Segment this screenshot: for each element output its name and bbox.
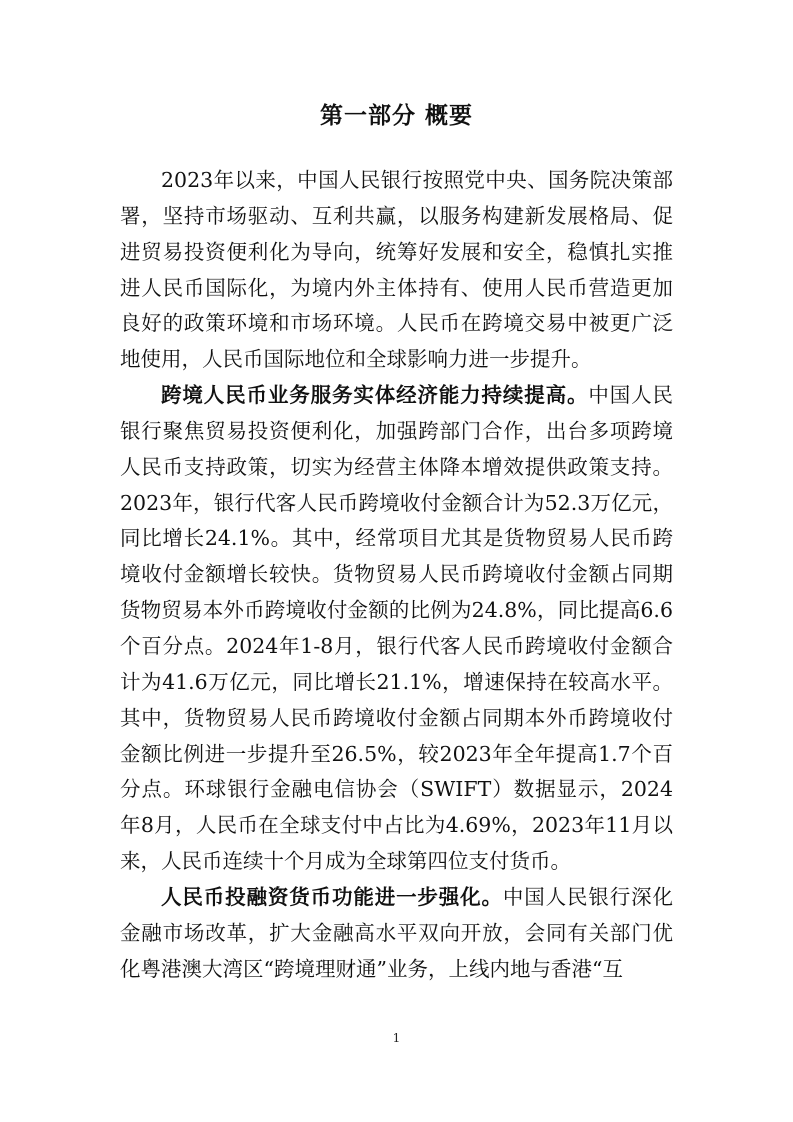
paragraph-text: 中国人民银行深化金融市场改革，扩大金融高水平双向开放，会同有关部门优化粤港澳大湾区“跨境理财通”业务，上线内地与香港“互 [120, 884, 674, 981]
body-text [120, 163, 673, 987]
paragraph-overview [120, 163, 673, 378]
paragraph-lead: 跨境人民币业务服务实体经济能力持续提高。 [161, 383, 589, 408]
paragraph-text: 中国人民银行聚焦贸易投资便利化，加强跨部门合作，出台多项跨境人民币支持政策，切实为经营主体降本增效提供政策支持。2023年，银行代客人民币跨境收付金额合计为52.3万亿元，同比增长24.1%。其中，经常项目尤其是货物贸易人民币跨境收付金额增长较快。货物贸易人民币跨境收付金额占同期货物贸易本外币跨境收付金额的比例为24.8%，同比提高6.6个百分点。2024年1-8月，银行代客人民币跨境收付金额合计为41.6万亿元，同比增长21.1%，增速保持在较高水平。其中，货物贸易人民币跨境收付金额占同期本外币跨境收付金额比例进一步提升至26.5%，较2023年全年提高1.7个百分点。环球银行金融电信协会（SWIFT）数据显示，2024年8月，人民币在全球支付中占比为4.69%，2023年11月以来，人民币连续十个月成为全球第四位支付货币。 [120, 383, 673, 874]
paragraph-text: 2023年以来，中国人民银行按照党中央、国务院决策部署，坚持市场驱动、互利共赢，以服务构建新发展格局、促进贸易投资便利化为导向，统筹好发展和安全，稳慎扎实推进人民币国际化，为境内外主体持有、使用人民币营造更加良好的政策环境和市场环境。人民币在跨境交易中被更广泛地使用，人民币国际地位和全球影响力进一步提升。 [120, 168, 673, 372]
page-number: 1 [392, 1031, 401, 1045]
paragraph-investment-financing [120, 880, 673, 988]
section-title: 第一部分 概要 [319, 103, 473, 129]
paragraph-cross-border-business [120, 378, 673, 880]
paragraph-lead: 人民币投融资货币功能进一步强化。 [161, 884, 503, 909]
